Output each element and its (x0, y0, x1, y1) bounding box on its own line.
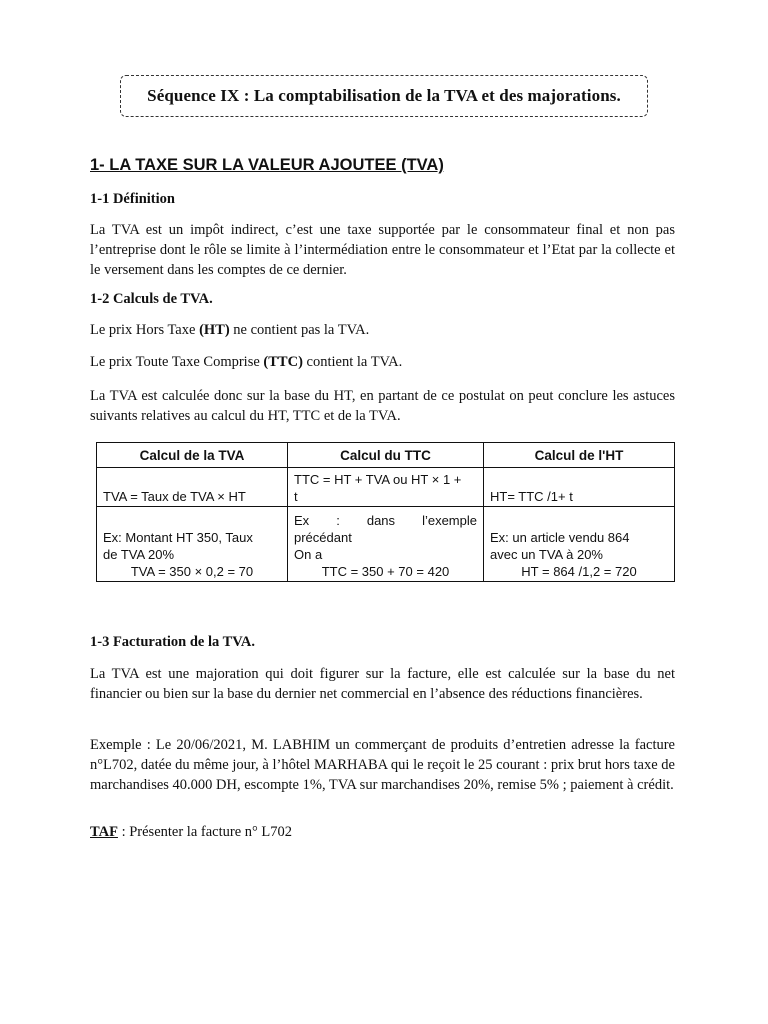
table-row-formulas (97, 468, 675, 507)
document-title: Séquence IX : La comptabilisation de la TVA et des majorations. (147, 86, 621, 105)
ttc-formula-line2: t (294, 489, 298, 504)
subheading-definition: 1-1 Définition (90, 191, 175, 207)
ttc-formula-line1: TTC = HT + TVA ou HT × 1 + (294, 472, 462, 487)
ht-formula: HT= TTC /1+ t (490, 489, 573, 504)
ht-prefix: Le prix Hors Taxe (90, 322, 200, 338)
ht-example-result: HT = 864 /1,2 = 720 (521, 564, 637, 579)
section-heading-tva: 1- LA TAXE SUR LA VALEUR AJOUTEE (TVA) (90, 156, 444, 174)
ttc-prefix: Le prix Toute Taxe Comprise (90, 354, 264, 370)
tva-example-line1: Ex: Montant HT 350, Taux (103, 530, 253, 545)
title-box (120, 75, 648, 117)
tva-example-result: TVA = 350 × 0,2 = 70 (130, 564, 254, 579)
ttc-example-line3: On a (294, 547, 323, 562)
definition-paragraph: La TVA est un impôt indirect, c’est une taxe supportée par le consommateur final et non pas l’entreprise dont le rôle se limite à l’intermédiation entre le consommateur et l’Etat par la collecte et le versement dans les comptes de ce dernier. (90, 222, 675, 278)
cell-tva-example (97, 507, 288, 582)
ttc-example-line1: Ex : dans l’exemple (294, 513, 477, 528)
ht-sentence (90, 322, 369, 339)
tva-example-line2: de TVA 20% (103, 547, 175, 562)
taf-line (90, 824, 292, 841)
example-paragraph: Exemple : Le 20/06/2021, M. LABHIM un commerçant de produits d’entretien adresse la facture n°L702, datée du même jour, à l’hôtel MARHABA qui le reçoit le 25 courant : prix brut hors taxe de marchandises 40.000 DH, escompte 1%, TVA sur marchandises 20%, remise 5% ; paiement à crédit. (90, 737, 675, 793)
cell-ht-formula (484, 468, 675, 507)
table-row-examples (97, 507, 675, 582)
ht-bold: (HT) (199, 322, 230, 338)
facturation-paragraph: La TVA est une majoration qui doit figurer sur la facture, elle est calculée sur la base du net financier ou bien sur la base du dernier net commercial en l’absence des réductions financières. (90, 666, 675, 702)
ht-example-line2: avec un TVA à 20% (490, 547, 603, 562)
header-calcul-ttc: Calcul du TTC (288, 443, 484, 468)
ttc-example-result: TTC = 350 + 70 = 420 (321, 564, 450, 579)
cell-ttc-example (288, 507, 484, 582)
ht-suffix: ne contient pas la TVA. (229, 322, 370, 338)
ht-example-line1: Ex: un article vendu 864 (490, 530, 630, 545)
taf-text: : Présenter la facture n° L702 (117, 824, 293, 840)
ttc-bold: (TTC) (263, 354, 303, 370)
subheading-facturation: 1-3 Facturation de la TVA. (90, 634, 256, 650)
ttc-example-line2: précédant (294, 530, 352, 545)
ttc-suffix: contient la TVA. (302, 354, 403, 370)
ttc-sentence (90, 354, 402, 371)
cell-ht-example (484, 507, 675, 582)
calculs-intro-paragraph: La TVA est calculée donc sur la base du HT, en partant de ce postulat on peut conclure les astuces suivants relatives au calcul du HT, TTC et de la TVA. (90, 388, 675, 424)
tva-table (96, 442, 675, 582)
header-calcul-tva: Calcul de la TVA (97, 443, 288, 468)
taf-label: TAF (90, 824, 118, 840)
subheading-calculs: 1-2 Calculs de TVA. (90, 291, 213, 307)
cell-tva-formula (97, 468, 288, 507)
tva-formula: TVA = Taux de TVA × HT (103, 489, 246, 504)
header-calcul-ht: Calcul de l'HT (484, 443, 675, 468)
table-header-row (97, 443, 675, 468)
cell-ttc-formula (288, 468, 484, 507)
